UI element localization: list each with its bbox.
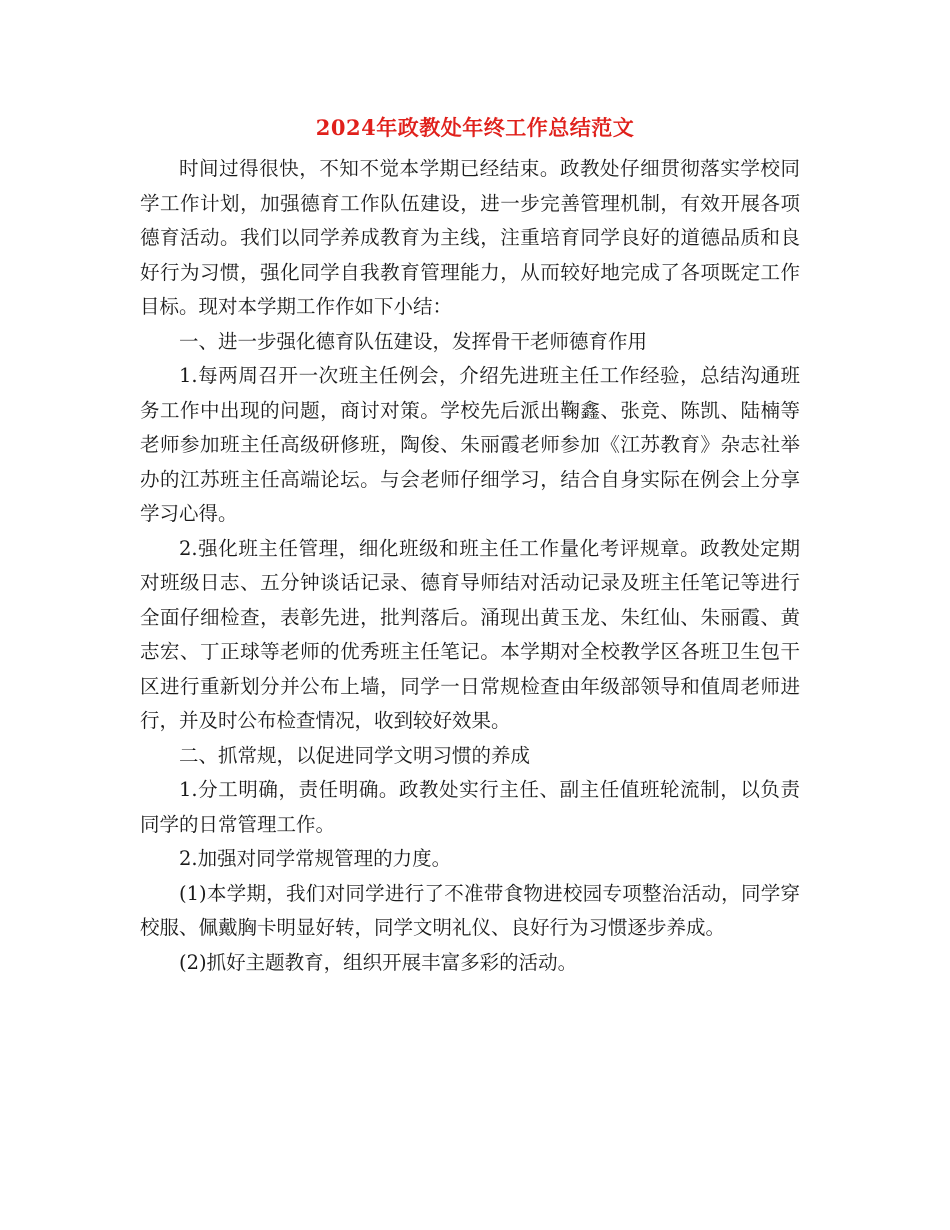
section-heading-2: 二、抓常规，以促进同学文明习惯的养成 — [179, 743, 531, 767]
document-title: 2024年政教处年终工作总结范文 — [315, 115, 635, 140]
paragraph-item-1-2: 2.强化班主任管理，细化班级和班主任工作量化考评规章。政教处定期对班级日志、五分钟谈话记录、德育导师结对活动记录及班主任笔记等进行全面仔细检查，表彰先进，批判落后。涌现出黄玉龙、朱红仙、朱丽霞、黄志宏、丁正球等老师的优秀班主任笔记。本学期对全校教学区各班卫生包干区进行重新划分并公布上墙，同学一日常规检查由年级部领导和值周老师进行，并及时公布检查情况，收到较好效果。 — [140, 536, 800, 732]
paragraph-item-2-2: 2.加强对同学常规管理的力度。 — [179, 847, 452, 870]
paragraph-subitem-1: (1)本学期，我们对同学进行了不准带食物进校园专项整治活动，同学穿校服、佩戴胸卡明显好转，同学文明礼仪、良好行为习惯逐步养成。 — [140, 881, 800, 939]
paragraph-subitem-2: (2)抓好主题教育，组织开展丰富多彩的活动。 — [179, 950, 578, 974]
section-heading-1: 一、进一步强化德育队伍建设，发挥骨干老师德育作用 — [179, 329, 648, 353]
paragraph-item-1-1: 1.每两周召开一次班主任例会，介绍先进班主任工作经验，总结沟通班务工作中出现的问题，商讨对策。学校先后派出鞠鑫、张竞、陈凯、陆楠等老师参加班主任高级研修班，陶俊、朱丽霞老师参加《江苏教育》杂志社举办的江苏班主任高端论坛。与会老师仔细学习，结合自身实际在例会上分享学习心得。 — [140, 364, 800, 525]
paragraph-intro: 时间过得很快，不知不觉本学期已经结束。政教处仔细贯彻落实学校同学工作计划，加强德育工作队伍建设，进一步完善管理机制，有效开展各项德育活动。我们以同学养成教育为主线，注重培育同学良好的道德品质和良好行为习惯，强化同学自我教育管理能力，从而较好地完成了各项既定工作目标。现对本学期工作作如下小结： — [140, 157, 800, 318]
document-body — [140, 152, 800, 980]
paragraph-item-2-1: 1.分工明确，责任明确。政教处实行主任、副主任值班轮流制，以负责同学的日常管理工作。 — [140, 778, 800, 836]
